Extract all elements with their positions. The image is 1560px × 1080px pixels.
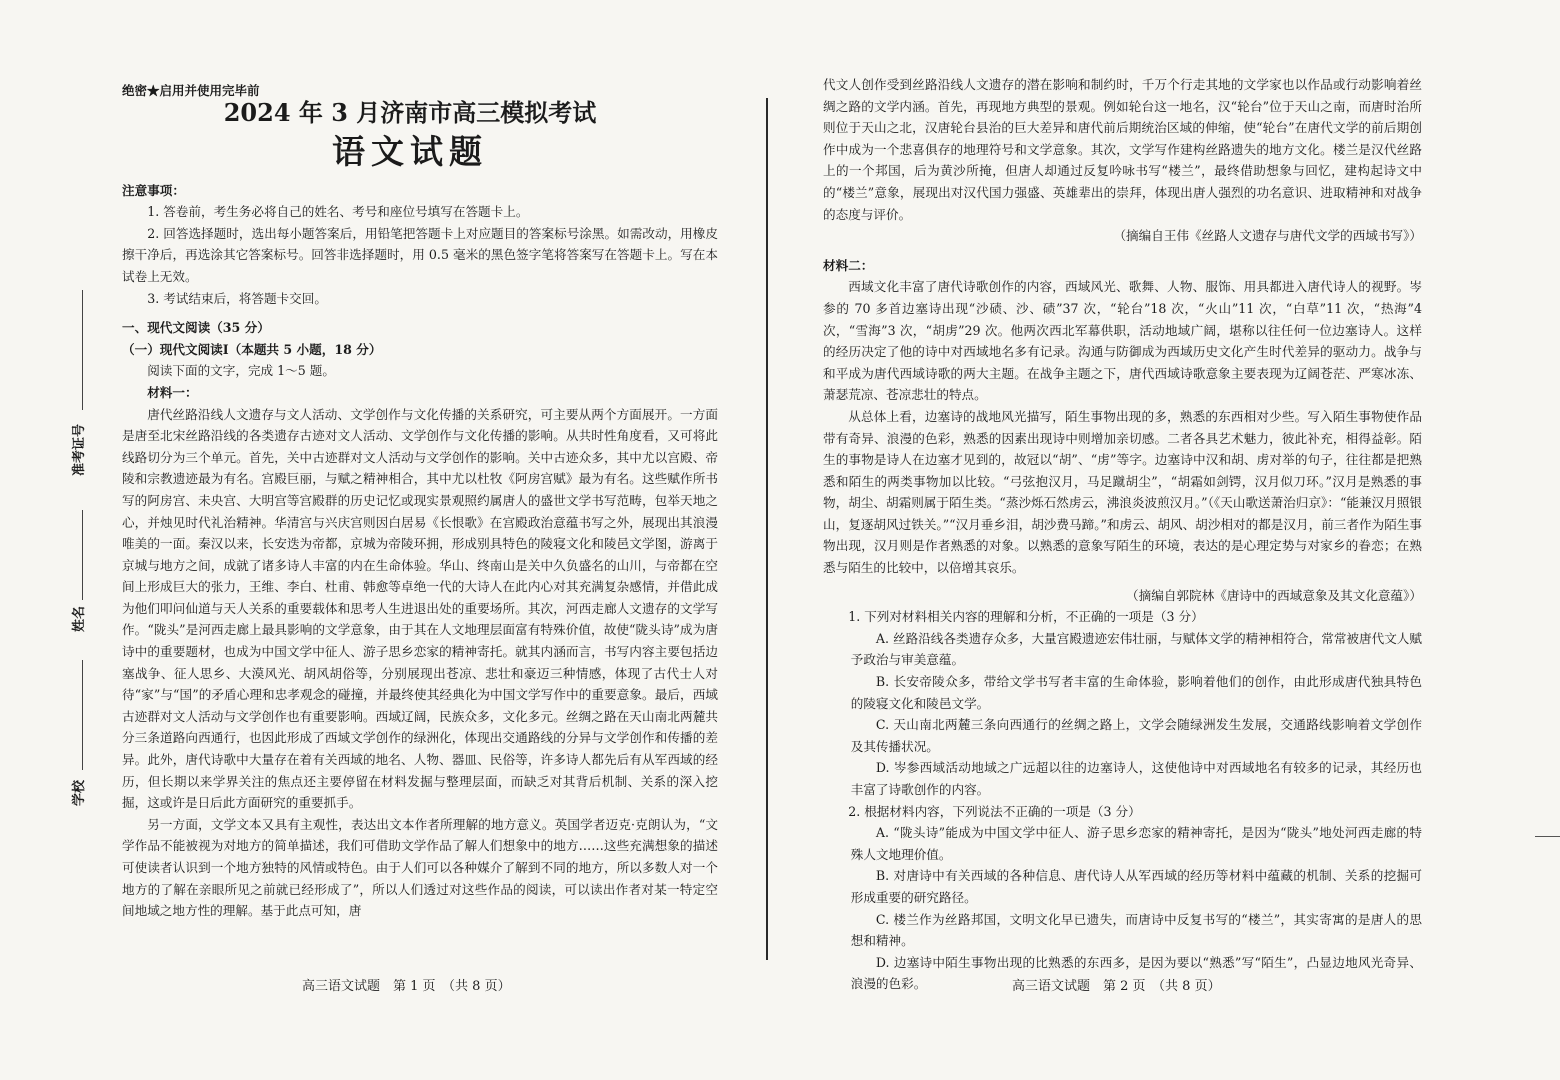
blank-line-school — [82, 660, 83, 770]
body-paragraph: 西域文化丰富了唐代诗歌创作的内容，西域风光、歌舞、人物、服饰、用具都进入唐代诗人的视野。岑参的 70 多首边塞诗出现“沙碛、沙、碛”37 次，“轮台”18 次，“火山”11 次，“白草”11 次，“热海”4 次，“雪海”3 次，“胡虏”29 次。他两次西北军幕供职，活动地域广阔，堪称以往任何一位边塞诗人。这样的经历决定了他的诗中对西域地名多有记录。沟通与防御成为西域历史文化产生时代差异的驱动力。战争与和平成为唐代西域诗歌的两大主题。在战争主题之下，唐代西域诗歌意象主要表现为辽阔苍茫、严寒冰冻、萧瑟荒凉、苍凉悲壮的特点。 — [823, 279, 1422, 403]
side-label-school: 学校 — [72, 779, 87, 806]
option-item: A. “陇头诗”能成为中国文学中征人、游子思乡恋家的精神寄托，是因为“陇头”地处河西走廊的特殊人文地理价值。 — [850, 825, 1422, 862]
subsection-heading: （一）现代文阅读Ⅰ（本题共 5 小题，18 分） — [122, 341, 382, 357]
question-2: 2. 根据材料内容，下列说法不正确的一项是（3 分） — [848, 803, 1141, 819]
material-2-heading: 材料二： — [823, 257, 874, 273]
instruction: 阅读下面的文字，完成 1～5 题。 — [147, 363, 335, 379]
body-paragraph: 另一方面，文学文本又具有主观性，表达出文本作者所理解的地方意义。英国学者迈克·克朗认为，“文学作品不能被视为对地方的简单描述，我们可借助文学作品了解人们想象中的地方……这些充满想象的描述可使读者认识到一个地方独特的风情或特色。由于人们可以各种媒介了解到不同的地方，所以多数人对一个地方的了解在亲眼所见之前就已经形成了”，所以人们透过对这些作品的阅读，可以读出作者对某一特定空间地域之地方性的理解。基于此点可知，唐 — [122, 816, 718, 919]
option-item: B. 对唐诗中有关西域的各种信息、唐代诗人从军西域的经历等材料中蕴藏的机制、关系的挖掘可形成重要的研究路径。 — [850, 868, 1422, 905]
edge-mark — [1535, 836, 1560, 837]
option-item: B. 长安帝陵众多，带给文学书写者丰富的生命体验，影响着他们的创作，由此形成唐代独具特色的陵寝文化和陵邑文学。 — [850, 674, 1422, 711]
side-label-name: 姓名 — [72, 605, 87, 632]
blank-line-exam-number — [82, 290, 83, 410]
material-1-heading: 材料一： — [147, 384, 198, 400]
body-paragraph: 唐代丝路沿线人文遗存与文人活动、文学创作与文化传播的关系研究，可主要从两个方面展开。一方面是唐至北宋丝路沿线的各类遗存古迹对文人活动、文学创作与文化传播的影响。从共时性角度看，又可将此线路切分为三个单元。首先，关中古迹群对文人活动与文学创作的影响。关中古迹众多，其中尤以宫殿、帝陵和宗教遗迹最为有名。宫殿巨丽，与赋之精神相合，其中尤以杜牧《阿房宫赋》最为有名。这些赋作所书写的阿房宫、未央宫、大明宫等宫殿群的历史记忆或现实景观照约属唐人的盛世文学书写范畴，包举天地之心，并烛见时代礼治精神。华清宫与兴庆宫则因白居易《长恨歌》在宫殿政治意蕴书写之外，展现出其浪漫唯美的一面。秦汉以来，长安迭为帝都，京城为帝陵环拥，形成别具特色的陵寝文化和陵邑文学图，游离于京城与地方之间，成就了诸多诗人丰富的内在生命体验。华山、终南山是关中久负盛名的山川，与帝都在空间上形成巨大的张力，王维、李白、杜甫、韩愈等卓绝一代的大诗人在此内心对其充满复杂感情，并借此成为他们叩问仙道与天人关系的重要载体和思考人生进退出处的重要场所。其次，河西走廊人文遗存的文学写作。“陇头”是河西走廊上最具影响的文学意象，由于其在人文地理层面富有特殊价值，故使“陇头诗”成为唐诗中的重要题材，也成为中国文学中征人、游子思乡恋家的精神寄托。就其内涵而言，书写内容主要包括边塞战争、征人思乡、大漠风光、胡风胡俗等，分别展现出苍凉、悲壮和豪迈三种情感，体现了古代士人对待“家”与“国”的矛盾心理和忠孝观念的碰撞，并最终使其经典化为中国文学写作中的重要意象。最后，西域古迹群对文人活动与文学创作也有重要影响。西域辽阔，民族众多，文化多元。丝绸之路在天山南北两麓共分三条道路向西通行，也因此形成了西域文学创作的绿洲化，体现出交通路线的分异与文学创作和传播的差异。此外，唐代诗歌中大量存在着有关西域的地名、人物、器皿、民俗等，许多诗人都先后有从军西域的经历，但长期以来学界关注的焦点还主要停留在材料发掘与整理层面，而缺乏对其背后机制、关系的深入挖掘，这或许是日后此方面研究的重要抓手。 — [122, 406, 718, 811]
option-item: D. 边塞诗中陌生事物出现的比熟悉的东西多，是因为要以“熟悉”写“陌生”，凸显边地风光奇异、浪漫的色彩。 — [850, 954, 1422, 992]
page-divider — [766, 98, 768, 960]
side-label-exam-number: 准考证号 — [72, 423, 87, 476]
option-item: A. 丝路沿线各类遗存众多，大量宫殿遗迹宏伟壮丽，与赋体文学的精神相符合，常常被唐代文人赋予政治与审美意蕴。 — [850, 630, 1422, 668]
subject-title: 语文试题 — [332, 131, 488, 171]
source-citation: （摘编自王伟《丝路人文遗存与唐代文学的西域书写》） — [1113, 228, 1422, 244]
note-item: 2. 回答选择题时，选出每小题答案后，用铅笔把答题卡上对应题目的答案标号涂黑。如需改动，用橡皮擦干净后，再选涂其它答案标号。回答非选择题时，用 0.5 毫米的黑色签字笔将答案写在答题卡上。写在本试卷上无效。 — [122, 225, 718, 284]
note-item: 3. 考试结束后，将答题卡交回。 — [147, 290, 327, 306]
note-item: 1. 答卷前，考生务必将自己的姓名、考号和座位号填写在答题卡上。 — [147, 204, 529, 220]
blank-line-name — [82, 510, 83, 600]
option-item: C. 天山南北两麓三条向西通行的丝绸之路上，文学会随绿洲发生发展，交通路线影响着文学创作及其传播状况。 — [850, 717, 1422, 754]
page-1 — [122, 70, 718, 1020]
option-item: D. 岑参西域活动地域之广远超以往的边塞诗人，这使他诗中对西域地名有较多的记录，其经历也丰富了诗歌创作的内容。 — [850, 760, 1422, 797]
body-paragraph: 从总体上看，边塞诗的战地风光描写，陌生事物出现的多，熟悉的东西相对少些。写入陌生事物使作品带有奇异、浪漫的色彩，熟悉的因素出现诗中则增加亲切感。二者各具艺术魅力，彼此补充，相得益彰。陌生的事物是诗人在边塞才见到的，故冠以“胡”、“虏”等字。边塞诗中汉和胡、虏对举的句子，往往都是把熟悉和陌生的两类事物加以比较。“弓弦抱汉月，马足蹴胡尘”，“胡霜如剑锷，汉月似刀环。”汉月是熟悉的事物，胡尘、胡霜则属于陌生类。“蒸沙烁石然虏云，沸浪炎波煎汉月。”（《天山歌送萧治归京》：“能兼汉月照银山，复逐胡风过铁关。”“汉月垂乡泪，胡沙费马蹄。”和虏云、胡风、胡沙相对的都是汉月，前三者作为陌生事物出现，汉月则是作者熟悉的对象。以熟悉的意象写陌生的环境，表达的是心理定势与对家乡的眷恋；在熟悉与陌生的比较中，以倍增其哀乐。 — [823, 408, 1422, 576]
question-1: 1. 下列对材料相关内容的理解和分析，不正确的一项是（3 分） — [848, 609, 1204, 625]
confidential-mark: 绝密★启用并使用完毕前 — [122, 83, 260, 98]
page-2 — [823, 74, 1422, 1020]
body-paragraph: 代文人创作受到丝路沿线人文遗存的潜在影响和制约时，千万个行走其地的文学家也以作品或行动影响着丝绸之路的文学内涵。首先，再现地方典型的景观。例如轮台这一地名，汉“轮台”位于天山之南，而唐时治所则位于天山之北，汉唐轮台县治的巨大差异和唐代前后期统治区域的伸缩，使“轮台”在唐代文学的前后期创作中成为一个悲喜俱存的地理符号和文学意象。其次，文学写作建构丝路遗失的地方文化。楼兰是汉代丝路上的一个邦国，后为黄沙所掩，但唐人却通过反复吟咏书写“楼兰”，最终借助想象与回忆，建构起诗文中的“楼兰”意象，展现出对汉代国力强盛、英雄辈出的崇拜，体现出唐人强烈的功名意识、进取精神和对战争的态度与评价。 — [823, 77, 1422, 222]
page-2-footer: 高三语文试题 第 2 页 （共 8 页） — [1012, 979, 1221, 994]
section-heading: 一、现代文阅读（35 分） — [122, 320, 270, 336]
notes-heading: 注意事项： — [122, 182, 185, 198]
option-item: C. 楼兰作为丝路邦国，文明文化早已遗失，而唐诗中反复书写的“楼兰”，其实寄寓的是唐人的思想和精神。 — [850, 911, 1422, 949]
page-1-footer: 高三语文试题 第 1 页 （共 8 页） — [302, 979, 511, 994]
exam-title: 2024 年 3 月济南市高三模拟考试 — [223, 97, 597, 127]
source-citation: （摘编自郭院林《唐诗中的西域意象及其文化意蕴》） — [1126, 587, 1422, 603]
